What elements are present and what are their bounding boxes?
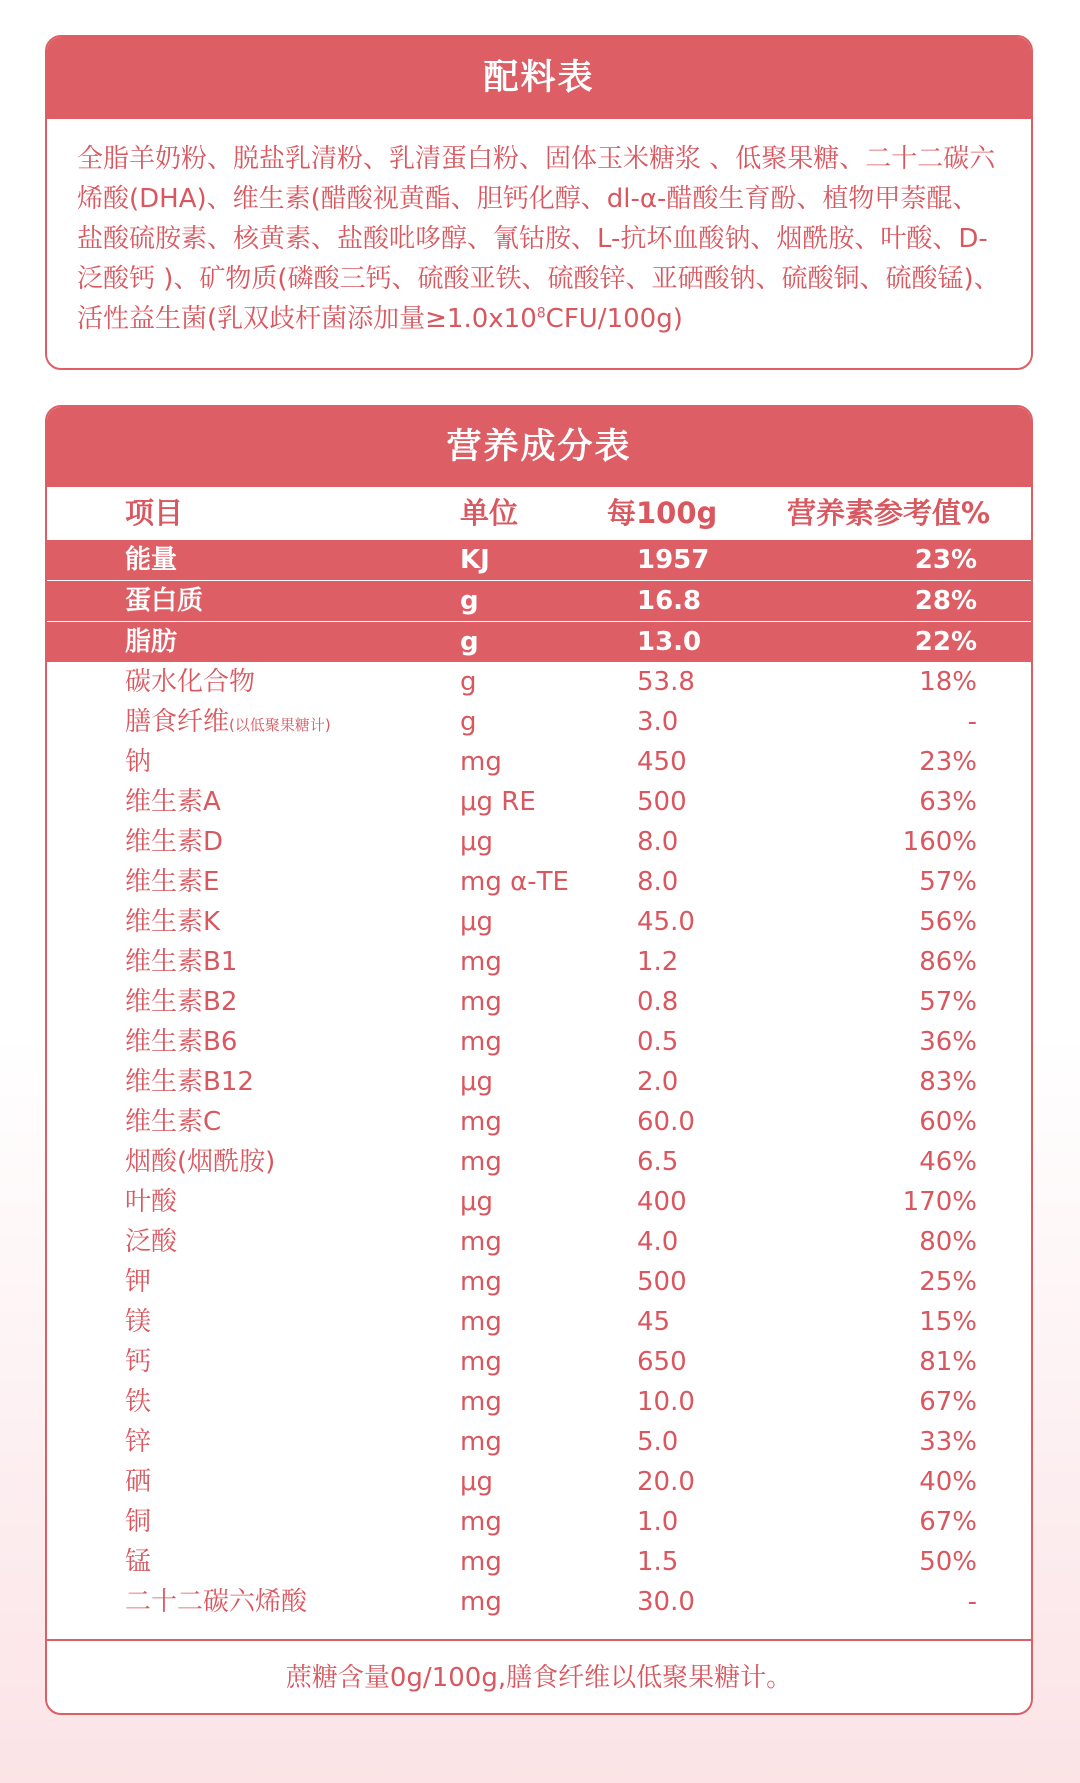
- ingredients-main-text: 全脂羊奶粉、脱盐乳清粉、乳清蛋白粉、固体玉米糖浆 、低聚果糖、二十二碳六烯酸(DHA)、维生素(醋酸视黄酯、胆钙化醇、dl-α-醋酸生育酚、植物甲萘醌、盐酸硫胺素、核黄素、盐酸吡哆醇、氰钴胺、L-抗坏血酸钠、烟酰胺、叶酸、D-泛酸钙 )、矿物质(磷酸三钙、硫酸亚铁、硫酸锌、亚硒酸钠、硫酸铜、硫酸锰)、活性益生菌(乳双歧杆菌添加量≥1.0x10: [77, 144, 1000, 334]
- row-name-text: 钠: [125, 747, 152, 777]
- row-value: 6.5: [637, 1147, 679, 1177]
- row-nrv: 22%: [914, 627, 977, 657]
- table-row: [47, 1542, 1031, 1582]
- header-per100g: 每100g: [607, 496, 718, 530]
- row-unit: mg: [460, 1547, 502, 1577]
- row-value: 0.5: [637, 1027, 679, 1057]
- row-name: [125, 982, 237, 1022]
- header-nrv: 营养素参考值%: [787, 496, 991, 530]
- table-row: [47, 1302, 1031, 1342]
- row-name-text: 钙: [125, 1347, 152, 1377]
- row-name: [125, 1542, 151, 1582]
- row-nrv: 28%: [914, 586, 977, 616]
- row-name-text: 烟酸(烟酰胺): [125, 1147, 276, 1177]
- header-item: 项目: [125, 496, 184, 530]
- row-unit: mg: [460, 1107, 502, 1137]
- row-value: 13.0: [637, 627, 702, 657]
- row-value: 45: [637, 1307, 671, 1337]
- row-unit: mg: [460, 1267, 502, 1297]
- row-name-text: 叶酸: [125, 1187, 178, 1217]
- nutrition-table-header: [47, 487, 1031, 540]
- row-nrv: 67%: [919, 1507, 977, 1537]
- row-name: [125, 742, 151, 782]
- row-name-text: 碳水化合物: [125, 667, 256, 697]
- table-row: [47, 1582, 1031, 1622]
- row-name-text: 维生素B1: [125, 947, 238, 977]
- row-unit: mg α-TE: [460, 867, 569, 897]
- ingredients-end-text: CFU/100g): [545, 304, 683, 334]
- row-unit: μg: [460, 827, 494, 857]
- row-name: [125, 1582, 307, 1622]
- ingredients-text: [47, 119, 1031, 339]
- table-row: [47, 1062, 1031, 1102]
- table-row: [47, 540, 1031, 580]
- table-row: [47, 1422, 1031, 1462]
- row-name: [125, 1262, 151, 1302]
- row-value: 1.2: [637, 947, 679, 977]
- row-name-text: 锰: [125, 1547, 152, 1577]
- row-unit: mg: [460, 1507, 502, 1537]
- row-unit: mg: [460, 987, 502, 1017]
- row-name: [125, 1222, 177, 1262]
- row-unit: g: [460, 707, 477, 737]
- row-unit: g: [460, 667, 477, 697]
- row-name-text: 维生素B6: [125, 1027, 238, 1057]
- row-value: 650: [637, 1347, 687, 1377]
- row-name-text: 钾: [125, 1267, 152, 1297]
- row-name-text: 维生素B12: [125, 1067, 254, 1097]
- table-row: [47, 1022, 1031, 1062]
- row-nrv: 63%: [919, 787, 977, 817]
- table-row: [47, 581, 1031, 621]
- row-nrv: 81%: [919, 1347, 977, 1377]
- row-value: 400: [637, 1187, 687, 1217]
- row-unit: μg RE: [460, 787, 536, 817]
- row-nrv: 15%: [919, 1307, 977, 1337]
- row-name-text: 泛酸: [125, 1227, 178, 1257]
- row-unit: mg: [460, 1427, 502, 1457]
- row-unit: mg: [460, 1027, 502, 1057]
- row-name: [125, 1022, 237, 1062]
- row-nrv: 67%: [919, 1387, 977, 1417]
- row-value: 3.0: [637, 707, 679, 737]
- table-row: [47, 1342, 1031, 1382]
- row-nrv: 83%: [919, 1067, 977, 1097]
- row-unit: KJ: [460, 545, 490, 575]
- row-name-text: 维生素A: [125, 787, 221, 817]
- row-value: 500: [637, 787, 687, 817]
- row-name: [125, 1462, 151, 1502]
- row-name-text: 二十二碳六烯酸: [125, 1587, 308, 1617]
- row-nrv: 50%: [919, 1547, 977, 1577]
- row-name-text: 蛋白质: [125, 586, 204, 616]
- row-value: 2.0: [637, 1067, 679, 1097]
- row-unit: mg: [460, 1387, 502, 1417]
- row-name: [125, 942, 237, 982]
- table-row: [47, 1222, 1031, 1262]
- row-unit: μg: [460, 1467, 494, 1497]
- nutrition-title: 营养成分表: [47, 407, 1031, 487]
- row-value: 8.0: [637, 867, 679, 897]
- row-name-text: 镁: [125, 1307, 152, 1337]
- row-name: [125, 862, 219, 902]
- row-name-text: 膳食纤维: [125, 707, 230, 737]
- row-value: 8.0: [637, 827, 679, 857]
- row-nrv: 60%: [919, 1107, 977, 1137]
- table-row: [47, 1182, 1031, 1222]
- row-name-text: 脂肪: [125, 627, 178, 657]
- row-nrv: 170%: [902, 1187, 977, 1217]
- row-nrv: 57%: [919, 867, 977, 897]
- row-name: [125, 822, 223, 862]
- row-nrv: 23%: [914, 545, 977, 575]
- row-value: 1.0: [637, 1507, 679, 1537]
- row-value: 45.0: [637, 907, 695, 937]
- row-nrv: 86%: [919, 947, 977, 977]
- row-value: 450: [637, 747, 687, 777]
- row-nrv: -: [967, 707, 977, 737]
- row-value: 1.5: [637, 1547, 679, 1577]
- row-name: [125, 662, 255, 702]
- row-name-text: 维生素K: [125, 907, 221, 937]
- table-row: [47, 1382, 1031, 1422]
- row-value: 0.8: [637, 987, 679, 1017]
- nutrition-card: [45, 405, 1033, 1715]
- row-unit: mg: [460, 1227, 502, 1257]
- row-nrv: 18%: [919, 667, 977, 697]
- row-value: 5.0: [637, 1427, 679, 1457]
- ingredients-exponent: 8: [536, 305, 546, 322]
- table-row: [47, 662, 1031, 702]
- row-name: [125, 1102, 221, 1142]
- row-unit: μg: [460, 1067, 494, 1097]
- row-name: [125, 1142, 275, 1182]
- row-unit: mg: [460, 747, 502, 777]
- row-unit: g: [460, 586, 479, 616]
- row-unit: μg: [460, 907, 494, 937]
- row-value: 20.0: [637, 1467, 695, 1497]
- header-unit: 单位: [460, 496, 519, 530]
- row-name-text: 硒: [125, 1467, 152, 1497]
- row-name-text: 维生素D: [125, 827, 224, 857]
- row-nrv: 36%: [919, 1027, 977, 1057]
- row-name-text: 铁: [125, 1387, 152, 1417]
- table-row: [47, 782, 1031, 822]
- nutrition-table-body: [47, 540, 1031, 1622]
- row-value: 500: [637, 1267, 687, 1297]
- row-name-text: 能量: [125, 545, 178, 575]
- row-name: [125, 581, 203, 621]
- row-nrv: 57%: [919, 987, 977, 1017]
- row-nrv: 25%: [919, 1267, 977, 1297]
- row-value: 53.8: [637, 667, 695, 697]
- row-nrv: -: [967, 1587, 977, 1617]
- row-name-text: 维生素C: [125, 1107, 222, 1137]
- row-value: 30.0: [637, 1587, 695, 1617]
- row-name: [125, 540, 177, 580]
- row-name: [125, 1502, 151, 1542]
- row-nrv: 56%: [919, 907, 977, 937]
- row-name: [125, 1342, 151, 1382]
- table-row: [47, 822, 1031, 862]
- row-name: [125, 1382, 151, 1422]
- row-value: 60.0: [637, 1107, 695, 1137]
- row-name-text: 维生素E: [125, 867, 220, 897]
- row-nrv: 160%: [902, 827, 977, 857]
- table-row: [47, 862, 1031, 902]
- row-name-note: (以低聚果糖计): [229, 716, 331, 734]
- row-unit: mg: [460, 947, 502, 977]
- row-name: [125, 702, 331, 745]
- row-value: 10.0: [637, 1387, 695, 1417]
- table-row: [47, 942, 1031, 982]
- row-nrv: 80%: [919, 1227, 977, 1257]
- row-unit: g: [460, 627, 479, 657]
- row-unit: mg: [460, 1147, 502, 1177]
- table-row: [47, 982, 1031, 1022]
- row-name: [125, 622, 177, 662]
- row-unit: mg: [460, 1347, 502, 1377]
- table-row: [47, 902, 1031, 942]
- ingredients-card: [45, 35, 1033, 370]
- row-name: [125, 782, 221, 822]
- table-row: [47, 1262, 1031, 1302]
- nutrition-footer-note: 蔗糖含量0g/100g,膳食纤维以低聚果糖计。: [285, 1663, 793, 1693]
- row-value: 1957: [637, 545, 710, 575]
- row-nrv: 33%: [919, 1427, 977, 1457]
- row-name: [125, 1182, 177, 1222]
- row-name-text: 铜: [125, 1507, 152, 1537]
- ingredients-title: 配料表: [47, 37, 1031, 119]
- row-name: [125, 902, 220, 942]
- row-value: 4.0: [637, 1227, 679, 1257]
- row-unit: mg: [460, 1587, 502, 1617]
- row-nrv: 23%: [919, 747, 977, 777]
- row-name-text: 锌: [125, 1427, 152, 1457]
- row-name: [125, 1422, 151, 1462]
- row-name: [125, 1062, 254, 1102]
- table-row: [47, 1102, 1031, 1142]
- row-nrv: 40%: [919, 1467, 977, 1497]
- row-name: [125, 1302, 151, 1342]
- row-name-text: 维生素B2: [125, 987, 238, 1017]
- table-row: [47, 742, 1031, 782]
- row-value: 16.8: [637, 586, 702, 616]
- row-unit: μg: [460, 1187, 494, 1217]
- row-unit: mg: [460, 1307, 502, 1337]
- table-row: [47, 1462, 1031, 1502]
- row-nrv: 46%: [919, 1147, 977, 1177]
- table-row: [47, 622, 1031, 662]
- table-row: [47, 1502, 1031, 1542]
- table-row: [47, 702, 1031, 742]
- table-row: [47, 1142, 1031, 1182]
